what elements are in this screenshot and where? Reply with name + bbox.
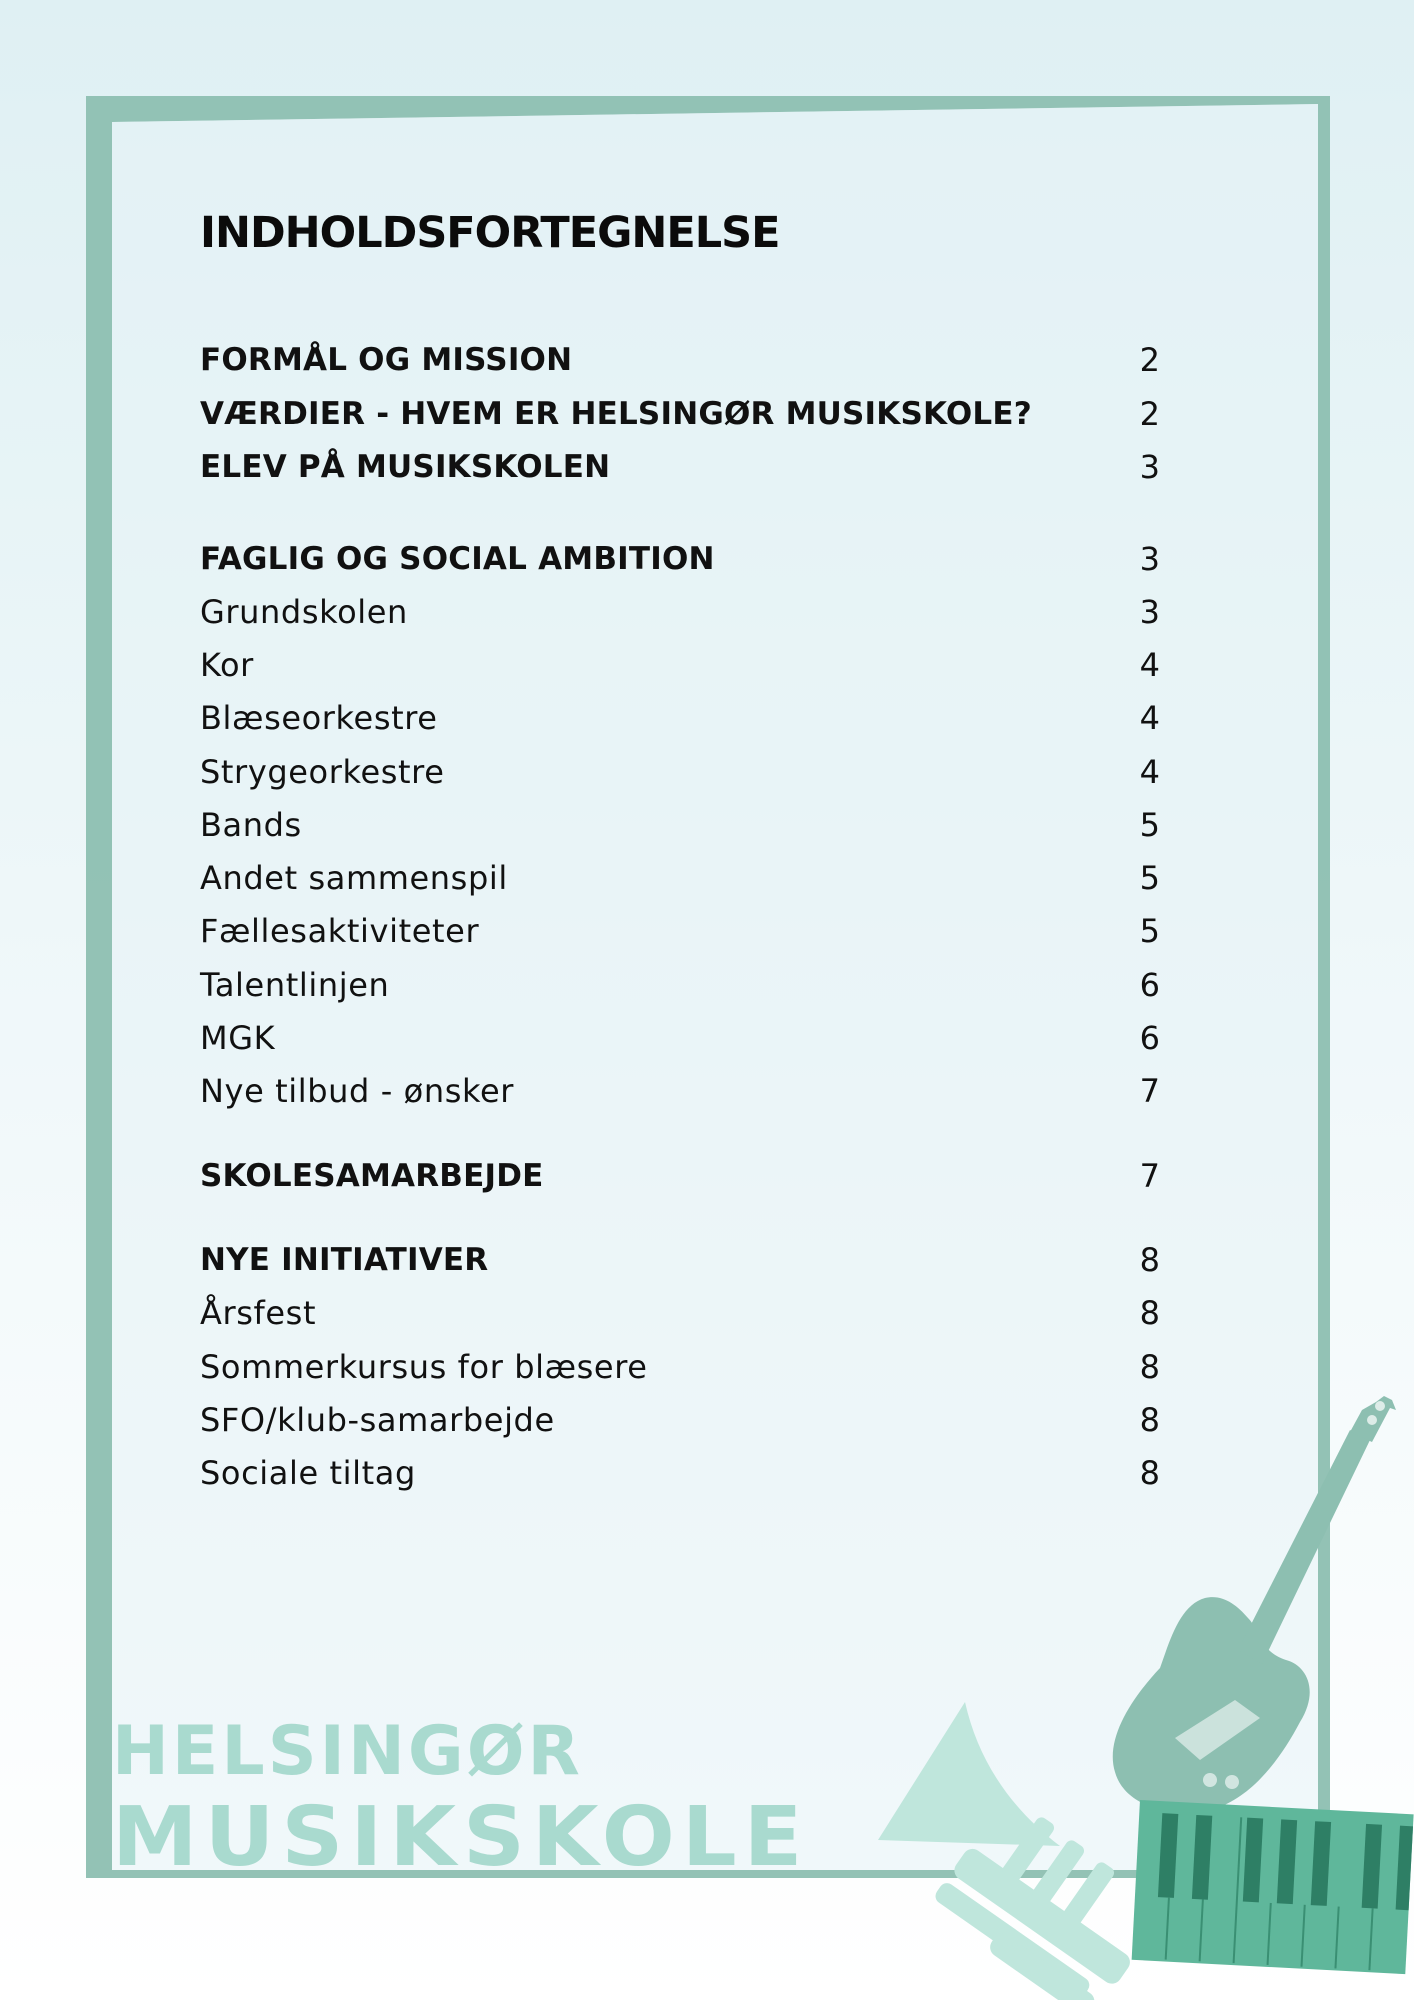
toc-entry-page-number: 3 [1139,540,1160,578]
toc-entry-label: Sommerkursus for blæsere [200,1348,648,1386]
toc-entry-page-number: 3 [1139,593,1160,631]
toc-entry-page-number: 4 [1139,646,1160,684]
toc-entry-page-number: 8 [1139,1401,1160,1439]
keyboard-icon [1132,1800,1414,1974]
toc-entry-page-number: 2 [1139,341,1160,379]
toc-entry-label: Fællesaktiviteter [200,912,480,950]
toc-entry-label: FAGLIG OG SOCIAL AMBITION [200,541,715,577]
toc-entry-label: FORMÅL OG MISSION [200,342,573,378]
toc-entry-label: MGK [200,1019,276,1057]
toc-entry-label: SKOLESAMARBEJDE [200,1158,544,1194]
toc-entry-page-number: 4 [1139,753,1160,791]
toc-entry-label: Grundskolen [200,593,408,631]
toc-entry-page-number: 7 [1139,1157,1160,1195]
toc-entry-label: Nye tilbud - ønsker [200,1072,515,1110]
toc-entry-page-number: 7 [1139,1072,1160,1110]
toc-entry-label: Årsfest [200,1294,317,1332]
toc-entry-label: Strygeorkestre [200,753,445,791]
toc-entry-label: ELEV PÅ MUSIKSKOLEN [200,449,611,485]
toc-entry-page-number: 8 [1139,1241,1160,1279]
electric-guitar-icon [1113,1396,1396,1813]
toc-entry-page-number: 6 [1139,966,1160,1004]
toc-entry-page-number: 5 [1139,806,1160,844]
toc-entry-label: Sociale tiltag [200,1454,416,1492]
toc-entry-page-number: 5 [1139,912,1160,950]
toc-entry-label: Bands [200,806,302,844]
toc-entry-page-number: 8 [1139,1348,1160,1386]
toc-entry-label: Blæseorkestre [200,699,438,737]
toc-entry-page-number: 8 [1139,1454,1160,1492]
toc-entry-label: VÆRDIER - HVEM ER HELSINGØR MUSIKSKOLE? [200,396,1032,432]
toc-entry-page-number: 8 [1139,1294,1160,1332]
page-title: INDHOLDSFORTEGNELSE [200,208,780,258]
logo-line-1: HELSINGØR [112,1712,583,1791]
toc-entry-page-number: 4 [1139,699,1160,737]
toc-entry-label: Andet sammenspil [200,859,508,897]
toc-entry-page-number: 2 [1139,395,1160,433]
toc-entry-label: NYE INITIATIVER [200,1242,489,1278]
trumpet-icon [878,1702,1134,2000]
toc-entry-label: Talentlinjen [200,966,390,1004]
toc-entry-label: SFO/klub-samarbejde [200,1401,555,1439]
toc-entry-page-number: 3 [1139,448,1160,486]
logo-line-2: MUSIKSKOLE [112,1790,810,1886]
toc-entry-page-number: 5 [1139,859,1160,897]
toc-entry-page-number: 6 [1139,1019,1160,1057]
toc-entry-label: Kor [200,646,254,684]
